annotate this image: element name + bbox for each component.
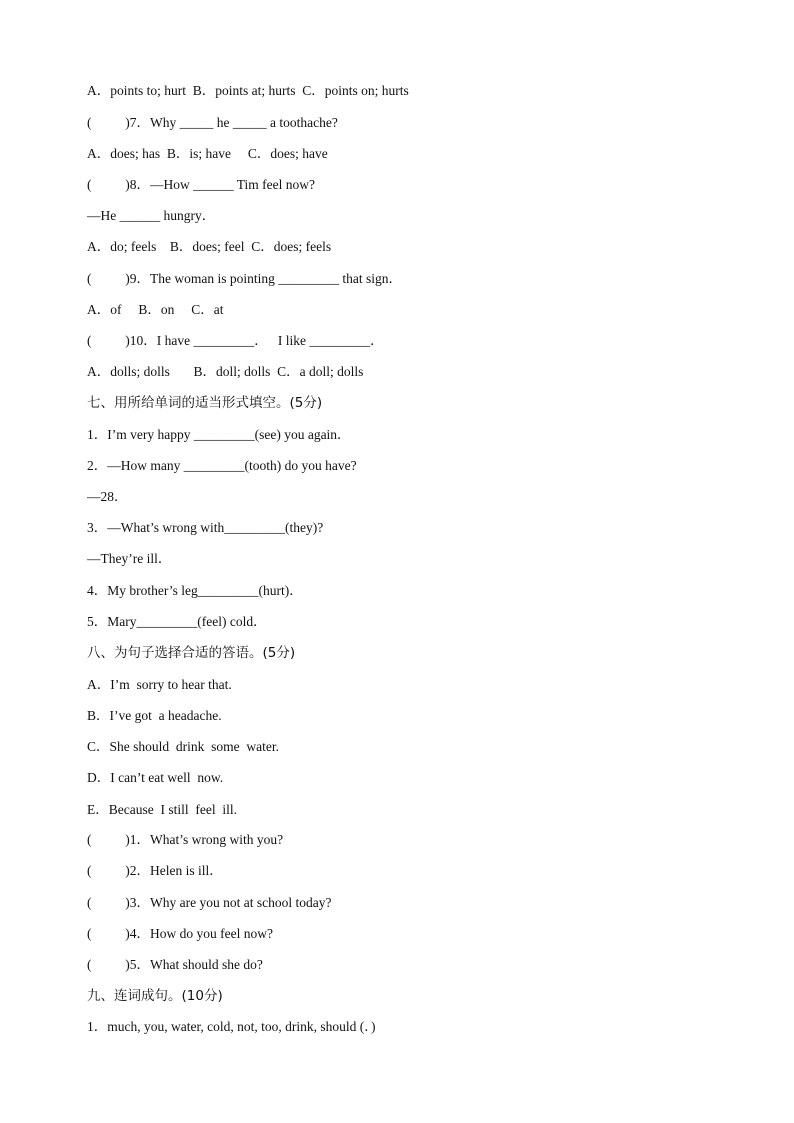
- q9-options: A．of B．on C．at: [87, 302, 224, 317]
- question-10: ( )10．I have _________． I like _________．: [87, 333, 384, 348]
- answer-option-a: A．I’m sorry to hear that.: [87, 677, 232, 692]
- q8-options: A．do; feels B．does; feel C．does; feels: [87, 239, 332, 254]
- section-7-heading: 七、用所给单词的适当形式填空。(5分): [87, 395, 323, 411]
- section-8-heading: 八、为句子选择合适的答语。(5分): [87, 645, 296, 661]
- q8-dialogue: —He ______ hungry．: [87, 208, 216, 223]
- question-9: ( )9．The woman is pointing _________ that sign．: [87, 271, 402, 286]
- fill-in-1: 1．I’m very happy _________(see) you again．: [87, 427, 351, 442]
- q10-options: A．dolls; dolls B．doll; dolls C．a doll; dolls: [87, 364, 364, 379]
- fill-in-4: 4．My brother’s leg_________(hurt)．: [87, 583, 303, 598]
- match-question-2: ( )2．Helen is ill．: [87, 863, 223, 878]
- fill-in-5: 5．Mary_________(feel) cold．: [87, 614, 267, 629]
- match-question-1: ( )1．What’s wrong with you?: [87, 832, 284, 847]
- answer-option-b: B．I’ve got a headache.: [87, 708, 222, 723]
- q6-options: A．points to; hurt B．points at; hurts C．points on; hurts: [87, 83, 409, 98]
- answer-option-d: D．I can’t eat well now.: [87, 770, 224, 785]
- q7-options: A．does; has B．is; have C．does; have: [87, 146, 328, 161]
- fill-in-2-answer: —28．: [87, 489, 128, 504]
- match-question-3: ( )3．Why are you not at school today?: [87, 895, 332, 910]
- fill-in-3: 3．—What’s wrong with_________(they)?: [87, 520, 324, 535]
- fill-in-3-answer: —They’re ill．: [87, 551, 172, 566]
- sentence-building-1: 1．much, you, water, cold, not, too, drink, should (．): [87, 1019, 376, 1034]
- section-9-heading: 九、连词成句。(10分): [87, 988, 223, 1004]
- answer-option-c: C．She should drink some water.: [87, 739, 279, 754]
- match-question-4: ( )4．How do you feel now?: [87, 926, 273, 941]
- question-8: ( )8．—How ______ Tim feel now?: [87, 177, 315, 192]
- answer-option-e: E．Because I still feel ill.: [87, 802, 237, 817]
- fill-in-2: 2．—How many _________(tooth) do you have?: [87, 458, 357, 473]
- question-7: ( )7．Why _____ he _____ a toothache?: [87, 115, 338, 130]
- match-question-5: ( )5．What should she do?: [87, 957, 263, 972]
